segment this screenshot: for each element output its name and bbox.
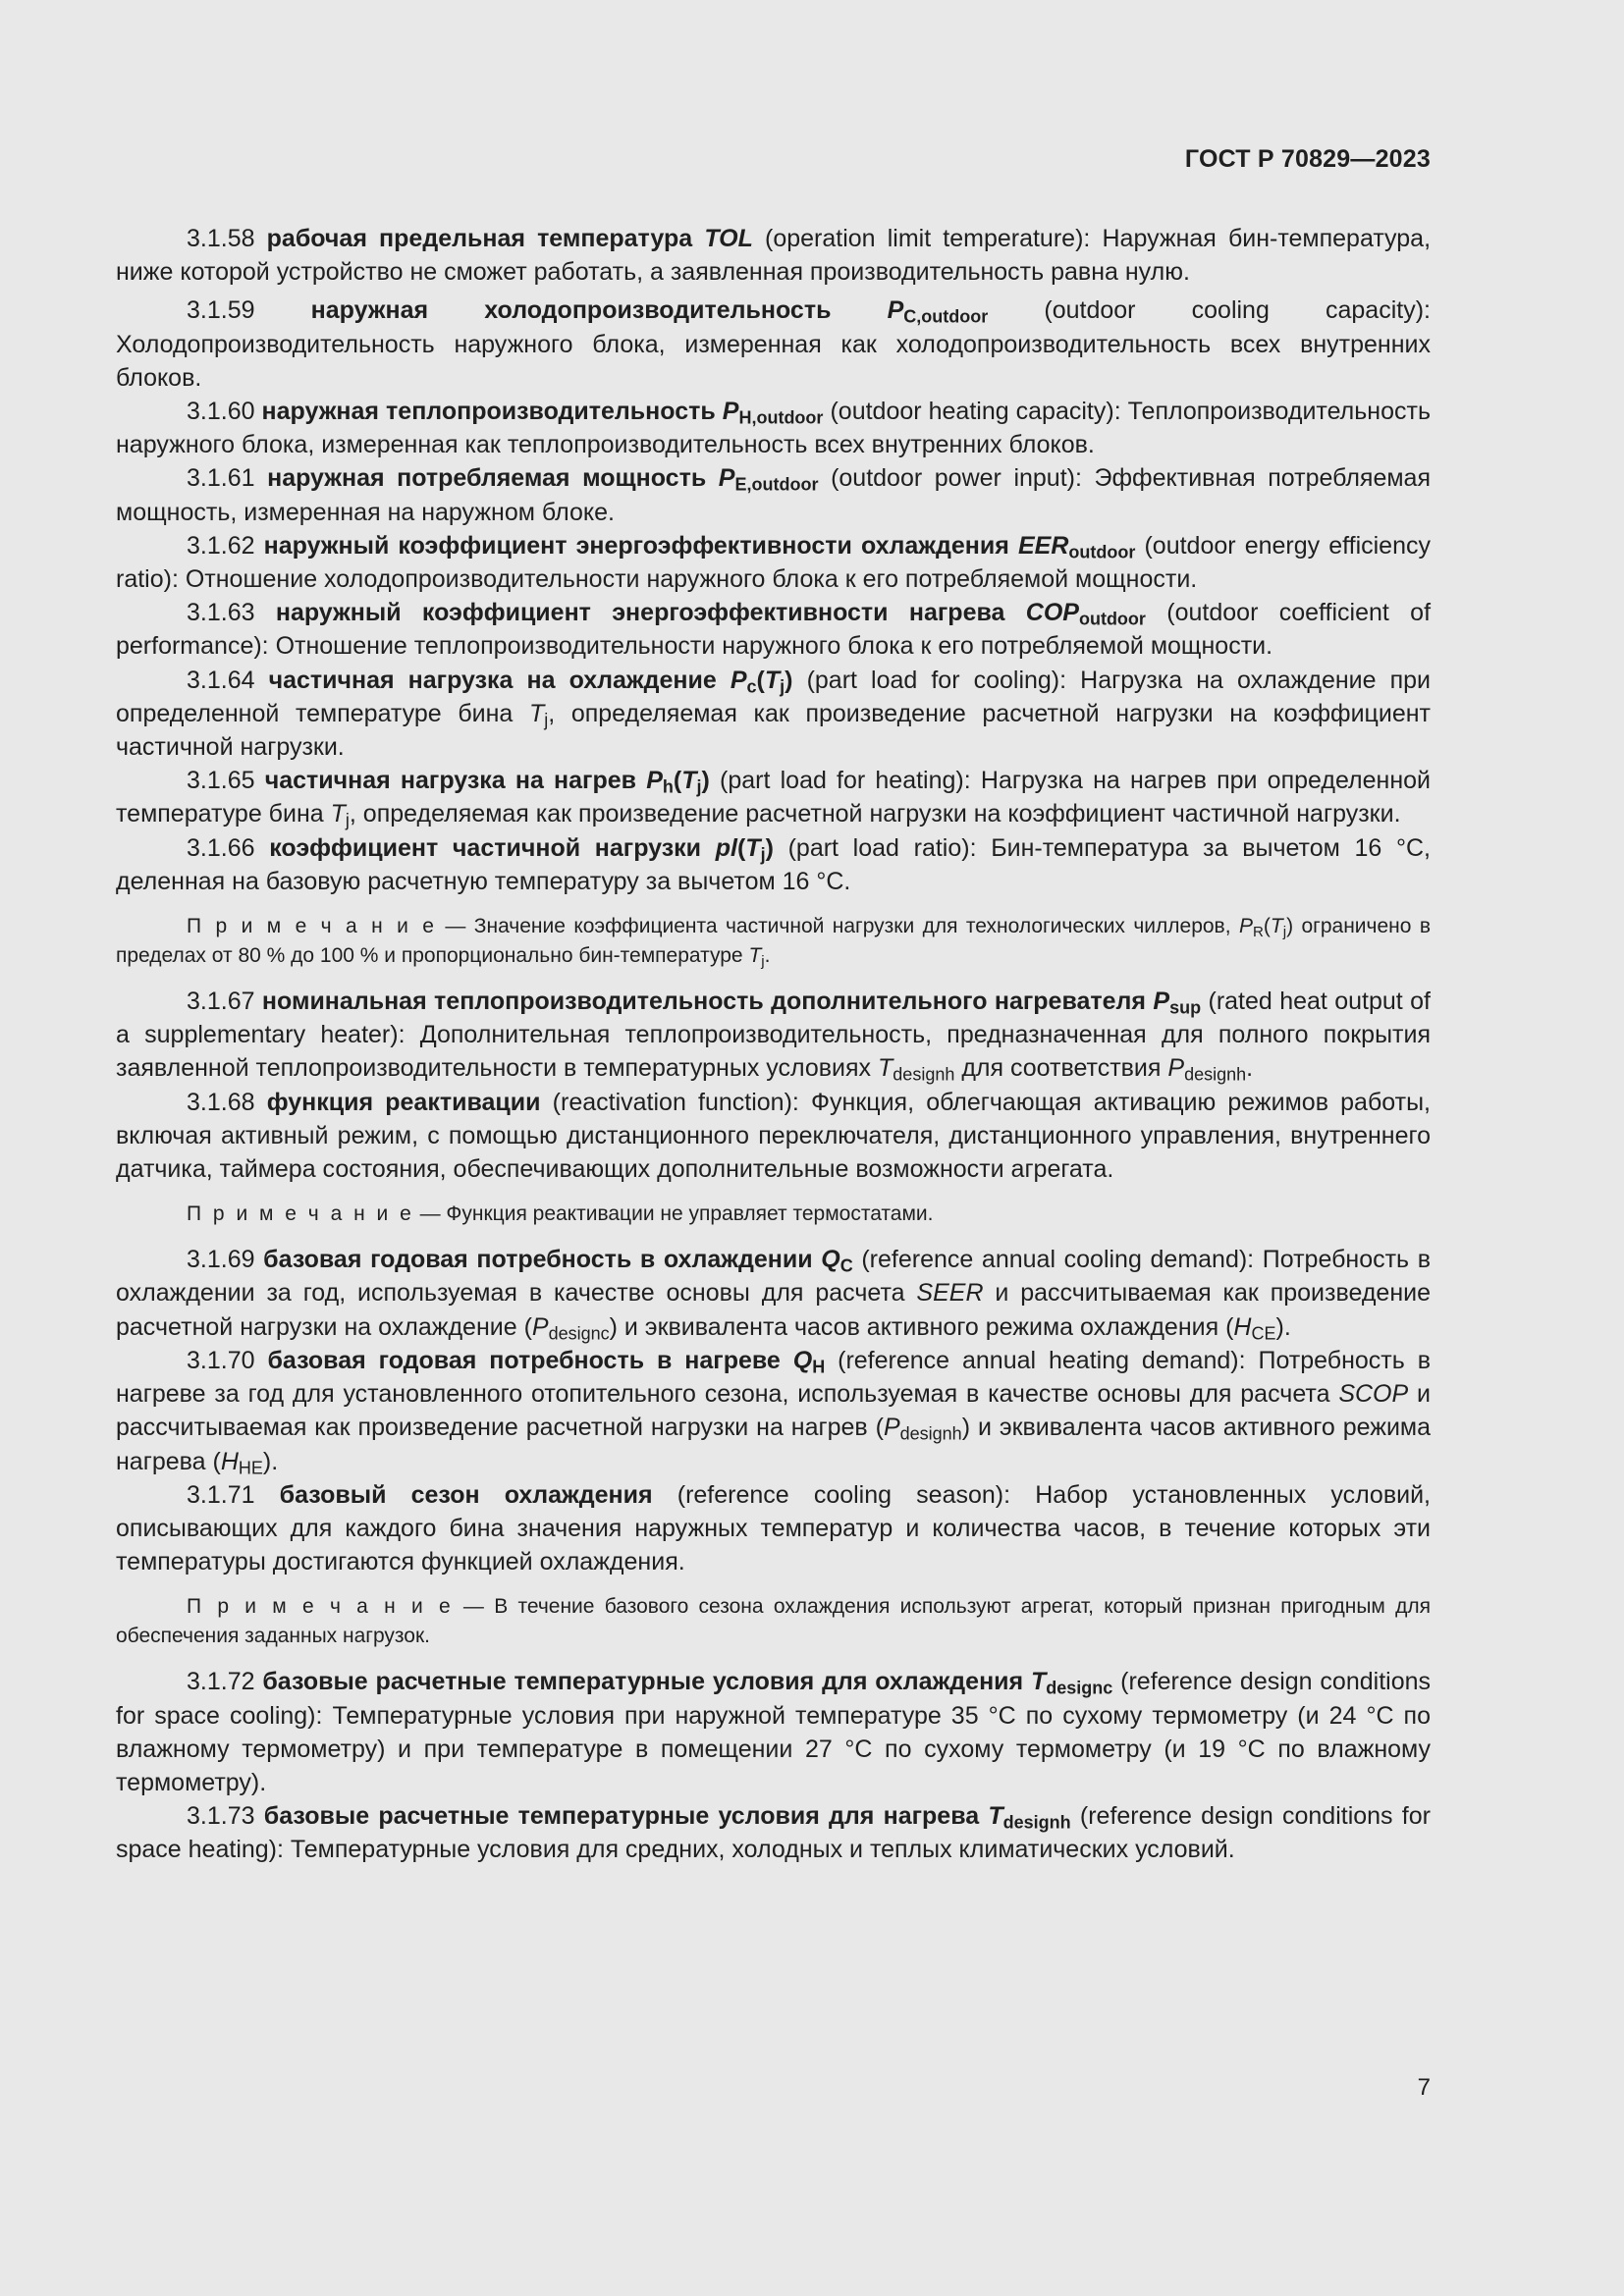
term-entry-3-1-63 xyxy=(116,596,1431,663)
term-name: наружная теплопроизводительность xyxy=(261,398,716,426)
entry-number: 3.1.65 xyxy=(187,767,255,795)
term-name: номинальная теплопроизводительность дополнительного нагревателя xyxy=(261,988,1147,1016)
term-name: базовый сезон охлаждения xyxy=(279,1480,653,1509)
term-english: (reference design conditions for space cooling): xyxy=(116,1668,1431,1730)
term-entry-3-1-72 xyxy=(116,1665,1431,1799)
entry-number: 3.1.71 xyxy=(187,1480,255,1509)
term-definition-cont: и рассчитываемая как произведение расчетной нагрузки на нагрев ( xyxy=(116,1380,1431,1442)
term-definition-cont: для соответствия xyxy=(961,1054,1162,1083)
term-entry-3-1-71 xyxy=(116,1478,1431,1579)
term-english: (rated heat output of a supplementary heater): xyxy=(116,988,1431,1049)
term-symbol: TOL xyxy=(704,225,753,252)
term-definition-cont: и рассчитываемая как произведение расчетной нагрузки на охлаждение ( xyxy=(116,1279,1432,1341)
term-entry-3-1-59 xyxy=(116,294,1431,395)
term-name: наружная потребляемая мощность xyxy=(267,464,707,493)
doc-code-header: ГОСТ Р 70829—2023 xyxy=(1184,145,1431,173)
term-symbol: $P_{E,outdoor}$ xyxy=(718,464,819,495)
term-definition: Потребность в охлаждении за год, используемая в качестве основы для расчета xyxy=(116,1246,1432,1308)
note-label: П р и м е ч а н и е xyxy=(187,1595,454,1619)
term-entry-3-1-60 xyxy=(116,395,1431,461)
term-definition: Теплопроизводительность наружного блока, измеренная как теплопроизводительность всех внутренних блоков. xyxy=(116,398,1431,459)
entry-number: 3.1.70 xyxy=(187,1346,255,1374)
inline-symbol: T xyxy=(330,800,346,828)
term-definition: Нагрузка на нагрев при определенной температуре бина xyxy=(116,767,1432,828)
entry-number: 3.1.63 xyxy=(187,599,255,627)
inline-symbol: T xyxy=(528,699,545,727)
entry-number: 3.1.68 xyxy=(187,1088,255,1116)
term-entry-3-1-73 xyxy=(116,1799,1431,1866)
term-symbol: $P_h(T_j)$ xyxy=(646,767,710,797)
term-entry-3-1-62 xyxy=(116,529,1431,596)
term-symbol: $pl(T_j)$ xyxy=(715,833,774,865)
term-definition: Набор установленных условий, описывающих для каждого бина значения наружных температур и количества часов, в течение которых эти температуры достигаются функцией охлаждения. xyxy=(116,1480,1431,1576)
term-english: (part load ratio): xyxy=(787,833,977,862)
note-text: — В течение базового сезона охлаждения используют агрегат, который признан пригодным для обеспечения заданных нагрузок. xyxy=(116,1595,1432,1648)
page-number: 7 xyxy=(1417,2074,1431,2101)
term-name: частичная нагрузка на нагрев xyxy=(264,767,637,795)
note-reactivation xyxy=(116,1200,1431,1229)
entry-number: 3.1.64 xyxy=(187,666,255,694)
entry-number: 3.1.66 xyxy=(187,833,255,862)
term-english: (outdoor power input): xyxy=(831,464,1082,493)
term-symbol: $P_{H,outdoor}$ xyxy=(722,398,824,428)
entry-number: 3.1.60 xyxy=(187,398,255,426)
term-name: наружный коэффициент энергоэффективности нагрева xyxy=(275,599,1005,627)
term-symbol: $Q_C$ xyxy=(821,1246,853,1276)
term-name: базовая годовая потребность в охлаждении xyxy=(263,1246,813,1274)
term-name: коэффициент частичной нагрузки xyxy=(269,833,702,862)
term-definition: Функция, облегчающая активацию режимов работы, включая активный режим, с помощью дистанционного переключателя, дистанционного управления, внутреннего датчика, таймера состояния, обеспечивающих дополнительные возможности агрегата. xyxy=(116,1088,1431,1184)
term-english: (reference annual cooling demand): xyxy=(861,1246,1255,1274)
entry-number: 3.1.69 xyxy=(187,1246,255,1274)
term-english: (operation limit temperature): xyxy=(765,225,1091,252)
term-symbol: $EER_{outdoor}$ xyxy=(1017,531,1136,562)
term-definition-cont: , определяемая как произведение расчетной нагрузки на коэффициент частичной нагрузки. xyxy=(349,800,1401,828)
term-english: (outdoor cooling capacity): xyxy=(1044,296,1431,325)
term-symbol: $P_{C,outdoor}$ xyxy=(887,296,989,327)
entry-number: 3.1.58 xyxy=(187,225,255,252)
term-name: наружная холодопроизводительность xyxy=(310,296,832,325)
term-name: базовые расчетные температурные условия для нагрева xyxy=(263,1802,980,1831)
note-cooling-season xyxy=(116,1592,1431,1651)
term-definition: Температурные условия для средних, холодных и теплых климатических условий. xyxy=(290,1836,1235,1864)
note-label: П р и м е ч а н и е xyxy=(187,915,437,938)
term-english: (part load for heating): xyxy=(720,767,971,795)
entry-number: 3.1.72 xyxy=(187,1668,255,1696)
entry-number: 3.1.59 xyxy=(187,296,255,325)
term-definition-cont: , определяемая как произведение расчетной нагрузки на коэффициент частичной нагрузки. xyxy=(116,699,1431,762)
term-definition: Температурные условия при наружной температуре 35 °C по сухому термометру (и 24 °C по влажному термометру) и при температуре в помещении 27 °C по сухому термометру (и 19 °C по влажному термометру). xyxy=(116,1701,1431,1796)
term-name: частичная нагрузка на охлаждение xyxy=(268,666,717,694)
term-entry-3-1-68 xyxy=(116,1086,1431,1187)
note-part-load: П р и м е ч а н и е — Значение коэффициента частичной нагрузки для технологических чиллеров, $P_R(T_j)$ ограничено в пределах от 80 % до 100 % и пропорционально бин-температуре $T_j$. xyxy=(116,915,1431,970)
term-definition: Холодопроизводительность наружного блока, измеренная как холодопроизводительность всех внутренних блоков. xyxy=(116,330,1431,392)
term-english: (outdoor heating capacity): xyxy=(830,398,1121,426)
term-entry-3-1-64: 3.1.64 частичная нагрузка на охлаждение $P_c(T_j)$ (part load for cooling): Нагрузка на охлаждение при определенной температуре бина $T_j$, определяемая как произведение расчетной нагрузки на коэффициент частичной нагрузки. xyxy=(116,666,1431,762)
term-name: наружный коэффициент энергоэффективности охлаждения xyxy=(263,531,1009,560)
term-definition: Потребность в нагреве за год для установленного отопительного сезона, используемая в качестве основы для расчета xyxy=(116,1346,1431,1409)
term-symbol: $T_{designc}$ xyxy=(1030,1668,1113,1698)
term-entry-3-1-70: 3.1.70 базовая годовая потребность в нагреве $Q_H$ (reference annual heating demand): Потребность в нагреве за год для установленного отопительного сезона, используемая в качестве основы для расчета SCOP и рассчитываемая как произведение расчетной нагрузки на нагрев $(P_{designh})$ и эквивалента часов активного режима нагрева $(H_{HE})$. xyxy=(116,1346,1432,1477)
term-entry-3-1-66 xyxy=(116,831,1431,898)
term-name: рабочая предельная температура xyxy=(266,225,693,252)
term-english: (part load for cooling): xyxy=(806,666,1067,694)
entry-number: 3.1.61 xyxy=(187,464,255,493)
note-text: — Значение коэффициента частичной нагрузки для технологических чиллеров, xyxy=(436,915,1239,938)
term-entry-3-1-69: 3.1.69 базовая годовая потребность в охлаждении $Q_C$ (reference annual cooling demand): Потребность в охлаждении за год, используемая в качестве основы для расчета SEER и рассчитываемая как произведение расчетной нагрузки на охлаждение $(P_{designc})$ и эквивалента часов активного режима охлаждения $(H_{CE})$. xyxy=(116,1246,1432,1344)
entry-number: 3.1.62 xyxy=(187,531,255,560)
term-definition: Бин-температура за вычетом 16 °C, деленная на базовую расчетную температуру за вычетом 16 °C. xyxy=(116,833,1431,895)
term-symbol: $P_c(T_j)$ xyxy=(730,666,793,697)
note-label: П р и м е ч а н и е xyxy=(187,1202,414,1226)
note-text: — Функция реактивации не управляет термостатами. xyxy=(413,1202,934,1226)
term-entry-3-1-61 xyxy=(116,461,1431,528)
term-definition: Нагрузка на охлаждение при определенной температуре бина xyxy=(116,666,1431,727)
term-english: (reference design conditions for space heating): xyxy=(116,1802,1431,1864)
term-english: (outdoor energy efficiency ratio): xyxy=(116,531,1431,594)
terms-content xyxy=(116,222,1431,1867)
term-entry-3-1-58 xyxy=(116,222,1431,289)
term-definition: Эффективная потребляемая мощность, измеренная на наружном блоке. xyxy=(116,464,1431,526)
term-english: (reference cooling season): xyxy=(677,1480,1011,1509)
term-definition: Отношение теплопроизводительности наружного блока к его потребляемой мощности. xyxy=(275,632,1273,661)
term-name: функция реактивации xyxy=(266,1088,541,1116)
term-definition: Отношение холодопроизводительности наружного блока к его потребляемой мощности. xyxy=(185,565,1198,594)
term-english: (reactivation function): xyxy=(552,1088,799,1116)
term-symbol: $COP_{outdoor}$ xyxy=(1025,599,1146,629)
term-symbol: $P_{sup}$ xyxy=(1153,988,1202,1018)
term-english: (reference annual heating demand): xyxy=(838,1346,1246,1374)
term-definition: Дополнительная теплопроизводительность, предназначенная для полного покрытия заявленной теплопроизводительности в температурных условиях xyxy=(116,1021,1431,1083)
entry-number: 3.1.73 xyxy=(187,1802,255,1831)
term-english: (outdoor coefficient of performance): xyxy=(116,599,1432,661)
term-entry-3-1-67: 3.1.67 номинальная теплопроизводительность дополнительного нагревателя $P_{sup}$ (rated heat output of a supplementary heater): Дополнительная теплопроизводительность, предназначенная для полного покрытия заявленной теплопроизводительности в температурных условиях $T_{designh}$ для соответствия $P_{designh}$. xyxy=(116,988,1431,1085)
entry-number: 3.1.67 xyxy=(187,988,255,1016)
term-entry-3-1-65: 3.1.65 частичная нагрузка на нагрев $P_h(T_j)$ (part load for heating): Нагрузка на нагрев при определенной температуре бина $T_j$, определяемая как произведение расчетной нагрузки на коэффициент частичной нагрузки. xyxy=(116,767,1432,830)
term-symbol: $Q_H$ xyxy=(792,1346,826,1377)
term-definition: Наружная бин-температура, ниже которой устройство не сможет работать, а заявленная производительность равна нулю. xyxy=(116,225,1432,287)
term-name: базовая годовая потребность в нагреве xyxy=(267,1346,781,1374)
note-text-cont: ограничено в пределах от 80 % до 100 % и пропорционально бин-температуре xyxy=(116,915,1431,968)
term-symbol: $T_{designh}$ xyxy=(988,1802,1071,1833)
term-name: базовые расчетные температурные условия для охлаждения xyxy=(262,1668,1024,1696)
